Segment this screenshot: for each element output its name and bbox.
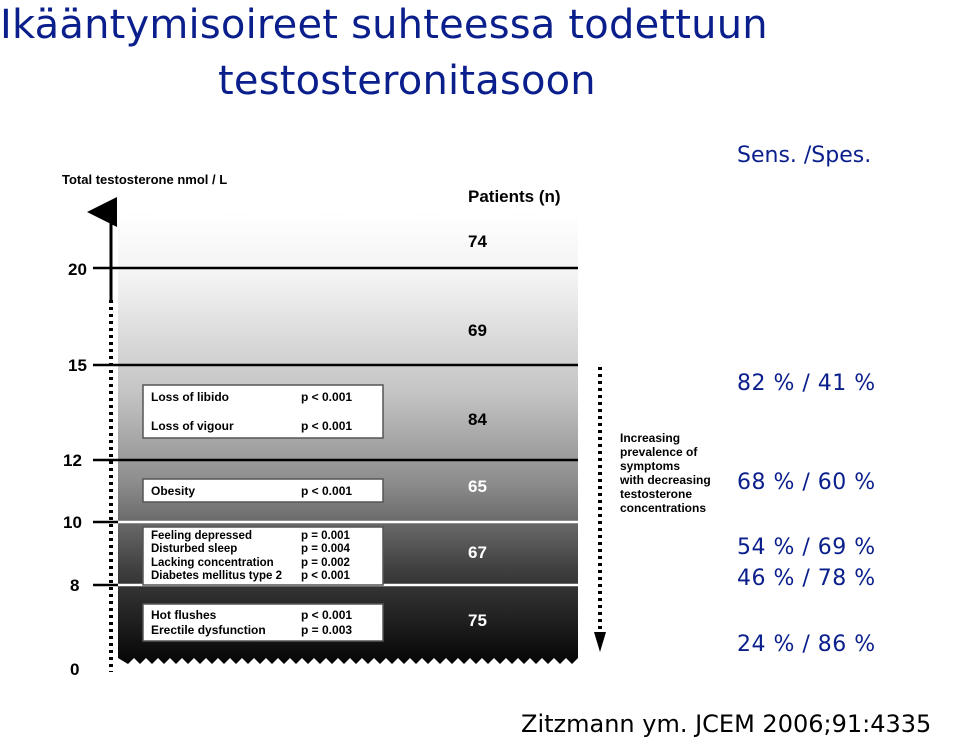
symptom-box-hot-flushes: [143, 604, 383, 641]
patient-count: 74: [468, 232, 487, 251]
sensitivity-specificity-value: 68 % / 60 %: [737, 470, 876, 495]
symptom-label: Loss of vigour: [151, 419, 234, 433]
side-note-line: prevalence of: [620, 445, 698, 459]
p-value: p = 0.004: [301, 543, 350, 555]
p-value: p < 0.001: [301, 419, 353, 433]
symptom-label: Disturbed sleep: [151, 543, 238, 555]
citation: Zitzmann ym. JCEM 2006;91:4335: [521, 710, 932, 738]
symptom-box-depression: [143, 527, 383, 585]
patient-count: 67: [468, 543, 487, 562]
symptom-label: Hot flushes: [151, 608, 217, 622]
sensitivity-specificity-value: 54 % / 69 %: [737, 535, 876, 560]
sensitivity-specificity-value: 82 % / 41 %: [737, 371, 876, 396]
p-value: p < 0.001: [301, 484, 353, 498]
p-value: p = 0.001: [301, 530, 350, 542]
p-value: p < 0.001: [301, 608, 353, 622]
patient-count: 75: [468, 611, 487, 630]
side-note: [619, 431, 711, 515]
y-axis-title: Total testosterone nmol / L: [62, 172, 228, 187]
symptom-label: Feeling depressed: [151, 530, 252, 542]
patient-count: 65: [468, 477, 487, 496]
side-note-line: Increasing: [620, 431, 681, 445]
side-note-line: testosterone: [620, 487, 693, 501]
y-tick-label: 12: [63, 451, 82, 470]
y-tick-label: 10: [63, 513, 82, 532]
slide-title-line1: Ikääntymisoireet suhteessa todettuun: [0, 2, 768, 48]
p-value: p = 0.002: [301, 557, 350, 569]
symptom-box-obesity: [143, 479, 383, 502]
p-value: p < 0.001: [301, 570, 350, 582]
symptom-label: Loss of libido: [151, 390, 229, 404]
side-note-line: concentrations: [620, 501, 707, 515]
patient-count: 84: [468, 410, 487, 429]
p-value: p < 0.001: [301, 390, 353, 404]
symptom-label: Lacking concentration: [151, 557, 274, 569]
y-tick-label: 0: [70, 660, 80, 679]
patients-header: Patients (n): [468, 187, 561, 206]
y-tick-label: 8: [70, 576, 80, 595]
symptom-label: Obesity: [151, 484, 196, 498]
symptom-box-libido: [143, 385, 383, 438]
sensitivity-specificity-value: 24 % / 86 %: [737, 632, 876, 657]
patient-count: 69: [468, 321, 487, 340]
sens-spes-header: Sens. /Spes.: [737, 143, 872, 168]
side-note-line: symptoms: [620, 459, 681, 473]
y-tick-label: 20: [68, 260, 87, 279]
sensitivity-specificity-value: 46 % / 78 %: [737, 566, 876, 591]
p-value: p = 0.003: [301, 623, 353, 637]
symptom-label: Diabetes mellitus type 2: [151, 570, 283, 582]
y-tick-label: 15: [68, 356, 87, 375]
slide-title-line2: testosteronitasoon: [218, 58, 596, 104]
side-note-line: with decreasing: [620, 473, 711, 487]
prevalence-arrow-head: [594, 632, 606, 652]
y-ticks: [63, 260, 87, 679]
symptom-label: Erectile dysfunction: [151, 623, 266, 637]
